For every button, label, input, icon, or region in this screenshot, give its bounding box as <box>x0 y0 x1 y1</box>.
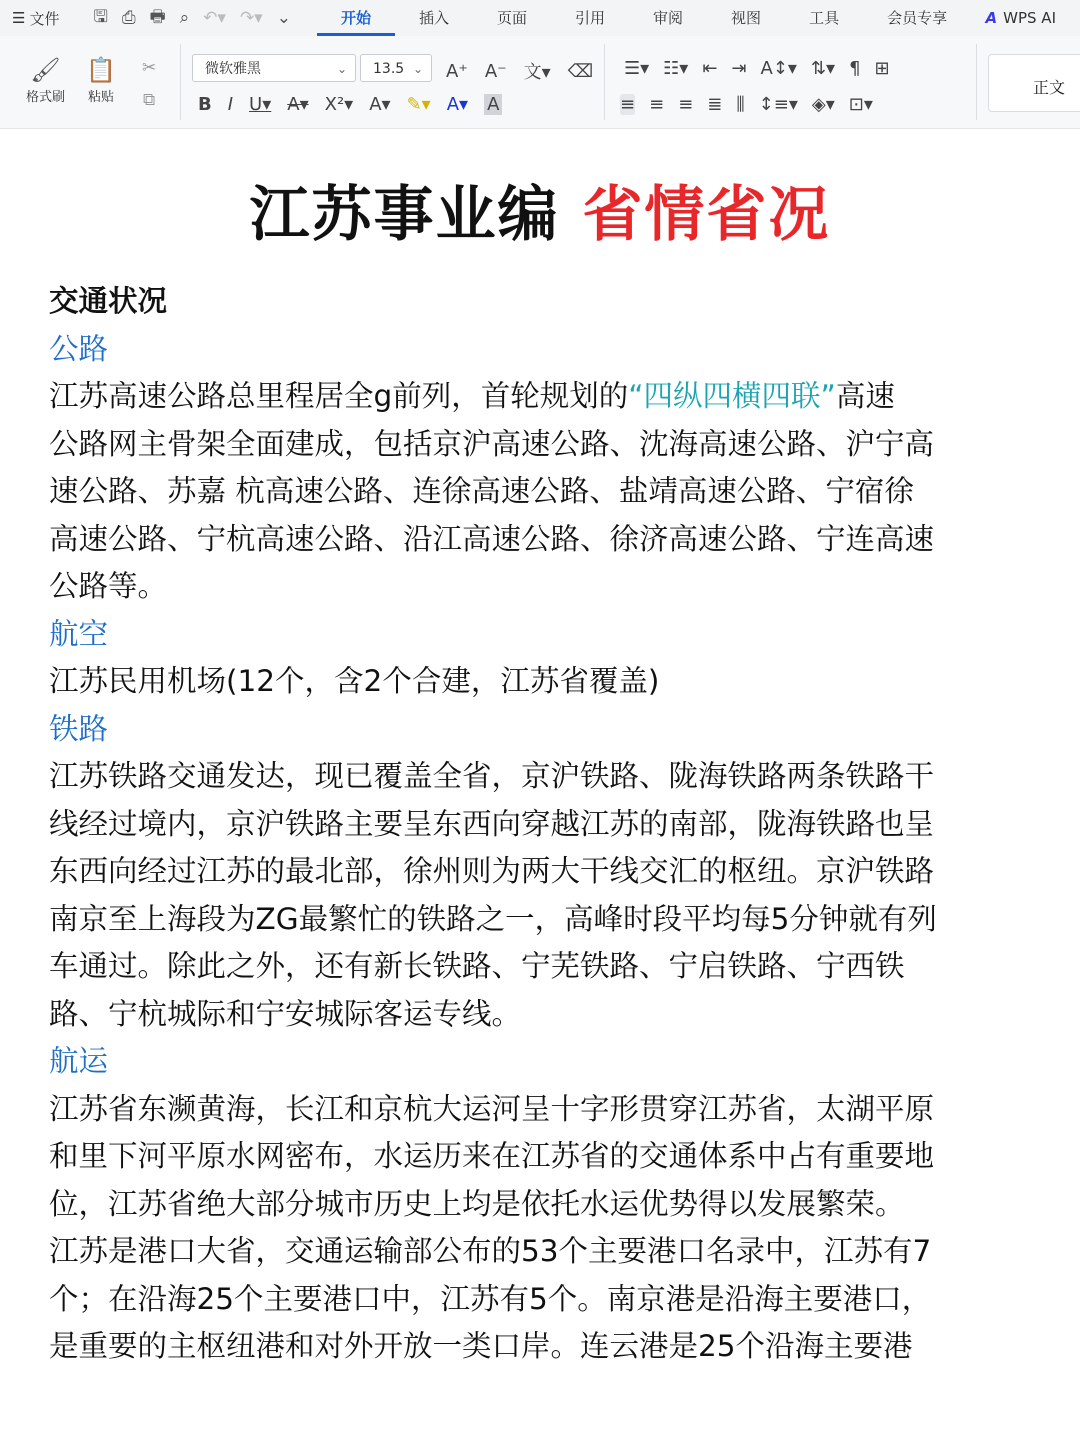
style-normal-button[interactable] <box>988 54 1080 112</box>
ribbon-toolbar <box>0 36 1080 129</box>
paragraph-line: 高速公路、宁杭高速公路、沿江高速公路、徐济高速公路、宁连高速 <box>49 521 935 556</box>
font-color-icon[interactable]: A▾ <box>446 94 469 115</box>
export-pdf-icon[interactable]: ⎙ <box>121 8 136 28</box>
clear-format-icon[interactable]: ⌫ <box>567 60 594 82</box>
menu-bar <box>0 0 1080 37</box>
paragraph-line: 江苏是港口大省，交通运输部公布的53个主要港口名录中，江苏有7 <box>49 1234 932 1268</box>
paste-label: 粘贴 <box>87 90 114 105</box>
tab-tools[interactable]: 工具 <box>809 9 840 27</box>
format-painter-button[interactable] <box>26 54 65 105</box>
paragraph-line: 江苏民用机场(12个，含2个合建，江苏省覆盖) <box>49 664 660 698</box>
increase-indent-icon[interactable]: ⇥ <box>731 58 747 79</box>
style-normal-label: 正文 <box>1033 78 1066 97</box>
wps-ai-label: WPS AI <box>1003 9 1056 27</box>
font-name-value: 微软雅黑 <box>205 61 261 77</box>
superscript-icon[interactable]: X²▾ <box>324 94 354 115</box>
increase-font-icon[interactable]: A⁺ <box>446 60 468 82</box>
paragraph-line: 和里下河平原水网密布，水运历来在江苏省的交通体系中占有重要地 <box>49 1139 935 1173</box>
section-heading: 交通状况 <box>49 284 168 318</box>
font-name-select[interactable] <box>192 54 356 82</box>
paragraph-line: 线经过境内，京沪铁路主要呈东西向穿越江苏的南部，陇海铁路也呈 <box>49 806 935 841</box>
chevron-down-icon: ⌄ <box>412 62 423 76</box>
paragraph-line: 位，江苏省绝大部分城市历史上均是依托水运优势得以发展繁荣。 <box>49 1186 905 1221</box>
format-painter-icon: 🖌 <box>30 56 61 84</box>
document-body <box>49 278 1039 1371</box>
bold-icon[interactable]: B <box>198 94 212 115</box>
char-shading-icon[interactable]: A <box>484 94 502 115</box>
tab-references[interactable]: 引用 <box>575 9 606 27</box>
align-center-icon[interactable]: ≡ <box>649 94 665 115</box>
title-black-part: 江苏事业编 <box>249 180 560 250</box>
borders-icon[interactable]: ⊡▾ <box>848 94 873 115</box>
paragraph-line: 江苏省东濒黄海，长江和京杭大运河呈十字形贯穿江苏省，太湖平原 <box>49 1091 935 1126</box>
subheading: 航空 <box>49 616 109 651</box>
title-red-part: 省情省况 <box>582 180 831 250</box>
undo-icon[interactable]: ↶▾ <box>203 8 226 28</box>
paste-button[interactable] <box>86 54 116 105</box>
line-spacing-icon[interactable]: ↕≡▾ <box>758 94 798 115</box>
subheading: 铁路 <box>49 711 109 746</box>
paragraph-line: 个；在沿海25个主要港口中，江苏有5个。南京港是沿海主要港口， <box>49 1281 932 1316</box>
decrease-indent-icon[interactable]: ⇤ <box>702 58 718 79</box>
font-size-value: 13.5 <box>373 61 405 77</box>
hamburger-icon: ☰ <box>12 9 26 27</box>
cut-icon[interactable]: ✂ <box>142 58 157 78</box>
wps-ai-button[interactable] <box>986 9 1080 27</box>
paragraph-line: 速公路、苏嘉 杭高速公路、连徐高速公路、盐靖高速公路、宁宿徐 <box>49 474 914 508</box>
paragraph-line <box>49 373 1039 421</box>
ribbon-separator <box>180 44 181 120</box>
subheading: 航运 <box>49 1044 109 1078</box>
paragraph-text: 江苏高速公路总里程居全g前列，首轮规划的 <box>49 379 629 413</box>
chevron-down-icon: ⌄ <box>336 62 347 76</box>
file-menu[interactable] <box>0 8 69 29</box>
tab-member[interactable]: 会员专享 <box>887 9 948 27</box>
paragraph-line: 东西向经过江苏的最北部，徐州则为两大干线交汇的枢纽。京沪铁路 <box>49 854 935 888</box>
redo-icon[interactable]: ↷▾ <box>239 8 263 28</box>
tab-page[interactable]: 页面 <box>497 9 528 27</box>
highlight-color-icon[interactable]: ✎▾ <box>406 94 431 115</box>
tab-home[interactable]: 开始 <box>317 0 395 36</box>
paragraph-line: 南京至上海段为ZG最繁忙的铁路之一，高峰时段平均每5分钟就有列 <box>49 901 937 936</box>
document-title <box>0 180 1080 250</box>
paragraph-line: 公路等。 <box>49 569 168 603</box>
table-layout-icon[interactable]: ⊞ <box>874 58 890 79</box>
tab-insert[interactable]: 插入 <box>418 9 449 27</box>
file-menu-label: 文件 <box>29 9 60 28</box>
text-effect-icon[interactable]: A▾ <box>369 94 391 115</box>
justify-icon[interactable]: ≣ <box>707 94 723 115</box>
ribbon-separator <box>976 44 977 120</box>
shading-icon[interactable]: ◈▾ <box>811 94 835 115</box>
paragraph-line: 车通过。除此之外，还有新长铁路、宁芜铁路、宁启铁路、宁西铁 <box>49 949 905 983</box>
decrease-font-icon[interactable]: A⁻ <box>484 60 507 82</box>
strikethrough-icon[interactable]: A▾ <box>287 94 309 115</box>
font-size-select[interactable] <box>360 54 432 82</box>
print-preview-icon[interactable]: ⌕ <box>179 8 190 28</box>
paragraph-line: 路、宁杭城际和宁安城际客运专线。 <box>49 996 522 1031</box>
subheading: 公路 <box>49 331 109 366</box>
paragraph-line: 江苏铁路交通发达，现已覆盖全省，京沪铁路、陇海铁路两条铁路干 <box>49 759 935 793</box>
tab-review[interactable]: 审阅 <box>653 9 684 27</box>
tab-view[interactable]: 视图 <box>731 9 762 27</box>
numbered-list-icon[interactable]: ☷▾ <box>663 58 689 79</box>
format-painter-label: 格式刷 <box>26 90 66 105</box>
save-icon[interactable]: 🖫 <box>93 6 108 27</box>
ribbon-separator <box>604 44 605 120</box>
more-chevron-icon[interactable]: ⌄ <box>276 8 291 28</box>
paste-icon: 📋 <box>86 56 116 84</box>
show-marks-icon[interactable]: ¶ <box>849 58 861 79</box>
paragraph-line: 是重要的主枢纽港和对外开放一类口岸。连云港是25个沿海主要港 <box>49 1329 913 1363</box>
align-right-icon[interactable]: ≡ <box>678 94 694 115</box>
wps-ai-logo-icon: A <box>985 9 998 27</box>
italic-icon[interactable]: I <box>227 94 234 115</box>
copy-icon[interactable]: ⧉ <box>143 90 156 110</box>
print-icon[interactable]: 🖶 <box>149 6 166 27</box>
quick-access-toolbar <box>69 4 317 33</box>
quoted-term: “四纵四横四联” <box>628 379 836 413</box>
underline-icon[interactable]: U▾ <box>249 94 272 115</box>
phonetic-guide-icon[interactable]: 文▾ <box>523 62 551 83</box>
distributed-icon[interactable]: ⫼ <box>736 94 745 115</box>
bullet-list-icon[interactable]: ☰▾ <box>624 58 650 79</box>
text-direction-icon[interactable]: A↕▾ <box>760 58 797 79</box>
paragraph-line: 公路网主骨架全面建成，包括京沪高速公路、沈海高速公路、沪宁高 <box>49 426 935 461</box>
paragraph-text: 高速 <box>835 379 895 413</box>
sort-icon[interactable]: ⇅▾ <box>810 58 836 79</box>
align-left-icon[interactable]: ≡ <box>620 94 636 115</box>
